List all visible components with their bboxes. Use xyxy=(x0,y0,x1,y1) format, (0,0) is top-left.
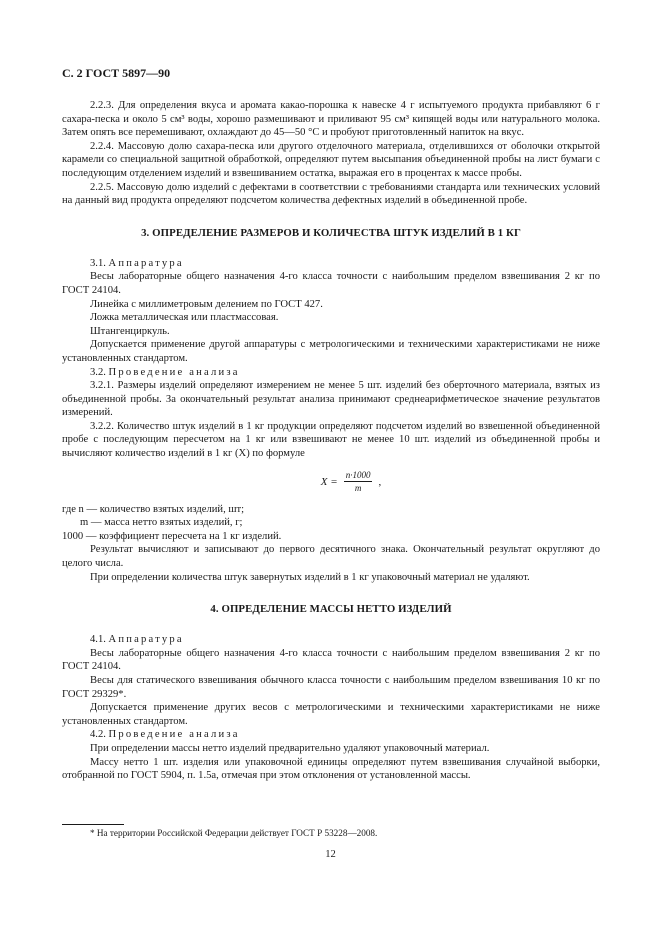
legend-line: 1000 — коэффициент пересчета на 1 кг изделий. xyxy=(62,530,282,542)
paragraph-3-2-1: 3.2.1. Размеры изделий определяют измерением не менее 5 шт. изделий без оберточного материала, взятых из объединенной пробы. За окончательный результат анализа принимают среднеарифметическое значение результатов измерений. xyxy=(62,380,600,419)
paragraph: Весы лабораторные общего назначения 4-го класса точности с наибольшим пределом взвешивания 2 кг по ГОСТ 24104. xyxy=(62,647,600,673)
footnote: * На территории Российской Федерации действует ГОСТ Р 53228—2008. xyxy=(90,828,378,838)
section-3-title: 3. ОПРЕДЕЛЕНИЕ РАЗМЕРОВ И КОЛИЧЕСТВА ШТУК ИЗДЕЛИЙ В 1 КГ xyxy=(141,226,521,239)
subsection-4-1-heading xyxy=(62,633,600,647)
legend-line: где n — количество взятых изделий, шт; xyxy=(62,503,245,515)
formula-legend xyxy=(62,503,600,544)
formula-fraction xyxy=(344,470,373,493)
formula-denominator: m xyxy=(354,483,362,494)
paragraph: Массу нетто 1 шт. изделия или упаковочной единицы определяют путем взвешивания случайной выборки, отобранной по ГОСТ 5904, п. 1.5а, отмечая при этом отклонения от установленной массы. xyxy=(62,756,600,782)
subsection-number: 3.1. xyxy=(90,257,106,269)
document-page xyxy=(62,66,600,783)
formula-numerator: n·1000 xyxy=(345,470,371,481)
legend-line: m — масса нетто взятых изделий, г; xyxy=(80,517,243,529)
paragraph: Весы для статического взвешивания обычного класса точности с наибольшим пределом взвешивания 10 кг по ГОСТ 29329*. xyxy=(62,675,600,700)
paragraph: Штангенциркуль. xyxy=(90,325,170,337)
paragraph: При определении массы нетто изделий предварительно удаляют упаковочный материал. xyxy=(90,742,490,754)
footnote-divider xyxy=(62,824,124,825)
paragraph: При определении количества штук завернутых изделий в 1 кг упаковочный материал не удаляют. xyxy=(90,571,530,583)
subsection-number: 4.2. xyxy=(90,729,106,741)
subsection-3-2-heading xyxy=(62,366,600,380)
subsection-word: Аппаратура xyxy=(108,257,184,269)
subsection-word: Проведение анализа xyxy=(108,366,240,378)
formula xyxy=(102,465,600,499)
paragraph: Весы лабораторные общего назначения 4-го класса точности с наибольшим пределом взвешивания 2 кг по ГОСТ 24104. xyxy=(62,271,600,296)
subsection-number: 3.2. xyxy=(90,366,106,378)
section-4-title: 4. ОПРЕДЕЛЕНИЕ МАССЫ НЕТТО ИЗДЕЛИЙ xyxy=(210,603,452,616)
formula-tail: , xyxy=(378,475,382,488)
subsection-number: 4.1. xyxy=(90,634,106,646)
paragraph: Допускается применение другой аппаратуры с метрологическими и техническими характеристиками не ниже установленных стандартом. xyxy=(62,339,600,364)
paragraph: Линейка с миллиметровым делением по ГОСТ 427. xyxy=(90,298,323,310)
paragraph: Допускается применение других весов с метрологическими и техническими характеристиками не ниже установленных стандартом. xyxy=(62,702,600,727)
paragraph: Результат вычисляют и записывают до первого десятичного знака. Окончательный результат округляют до целого числа. xyxy=(62,544,600,570)
formula-lhs: X = xyxy=(320,475,338,488)
subsection-4-2-heading xyxy=(62,728,600,742)
subsection-3-1-heading xyxy=(62,257,600,271)
paragraph: Ложка металлическая или пластмассовая. xyxy=(90,312,279,324)
paragraph-3-2-2: 3.2.2. Количество штук изделий в 1 кг продукции определяют подсчетом изделий во взвешенной объединенной пробе с последующим пересчетом на 1 кг или взвешивают не менее 10 шт. изделий из объединенной пробы и вычисляют количество изделий в 1 кг (X) по формуле xyxy=(62,420,600,460)
paragraph-2-2-4: 2.2.4. Массовую долю сахара-песка или другого отделочного материала, отделившихся от оболочки открытой карамели со специальной защитной обработкой, определяют путем высыпания объединенной пробы на лист бумаги с последующим отделением изделий и взвешиванием остатка, выражая его в процентах к массе пробы. xyxy=(62,140,600,179)
paragraph-2-2-3: 2.2.3. Для определения вкуса и аромата какао-порошка к навеске 4 г испытуемого продукта прибавляют 6 г сахара-песка и около 5 см³ воды, хорошо размешивают и приливают 95 см³ кипящей воды или натурального молока. Затем опять все перемешивают, охлаждают до 45—50 °С и пробуют приготовленный напиток на вкус. xyxy=(62,100,600,139)
page-number: 12 xyxy=(325,849,336,860)
running-header: С. 2 ГОСТ 5897—90 xyxy=(62,66,171,80)
paragraph-2-2-5: 2.2.5. Массовую долю изделий с дефектами в соответствии с требованиями стандарта или технических условий на данный вид продукта определяют подсчетом количества дефектных изделий в объединенной пробе. xyxy=(62,181,600,207)
subsection-word: Аппаратура xyxy=(108,634,184,646)
subsection-word: Проведение анализа xyxy=(108,729,240,741)
